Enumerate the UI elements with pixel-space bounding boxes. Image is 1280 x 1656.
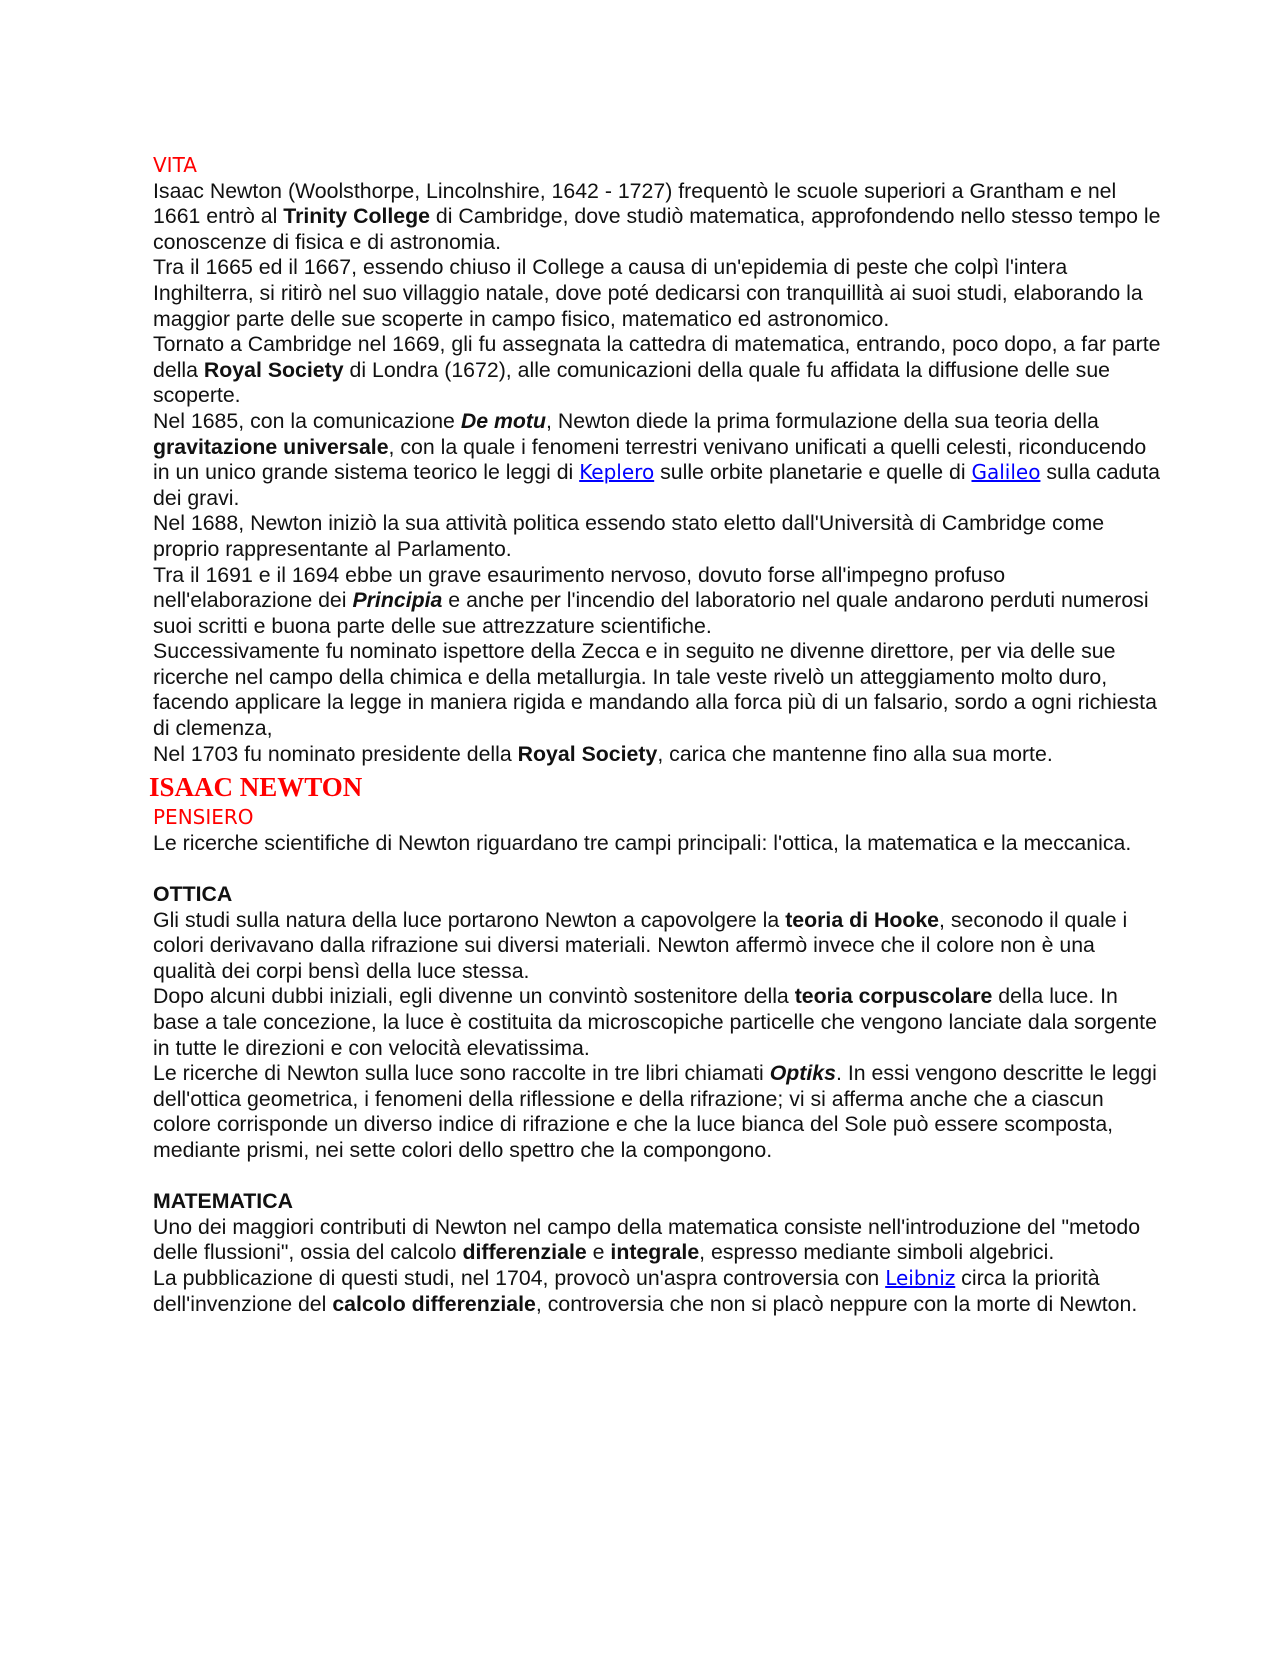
vita-paragraph-1: Isaac Newton (Woolsthorpe, Lincolnshire, 1642 - 1727) frequentò le scuole superiori a Grantham e nel 1661 entrò al Trinity College di Cambridge, dove studiò matematica, approfondendo nello stesso tempo le conoscenze di fisica e di astronomia. [153, 178, 1161, 254]
vita-paragraph-3: Tornato a Cambridge nel 1669, gli fu assegnata la cattedra di matematica, entrando, poco dopo, a far parte della Royal Society di Londra (1672), alle comunicazioni della quale fu affidata la diffusione delle sue scoperte. [153, 332, 1161, 408]
bold-italic-term: De motu [460, 408, 547, 433]
bold-term: integrale [610, 1240, 700, 1265]
spacer [153, 856, 1163, 882]
vita-paragraph-5: Nel 1688, Newton iniziò la sua attività politica essendo stato eletto dall'Università di Cambridge come proprio rappresentante al Parlamento. [153, 511, 1105, 561]
bold-term: Royal Society [203, 357, 344, 382]
vita-paragraph-8: Nel 1703 fu nominato presidente della Royal Society, carica che mantenne fino alla sua morte. [153, 741, 1053, 766]
matematica-paragraph-1: Uno dei maggiori contributi di Newton nel campo della matematica consiste nell'introduzione del "metodo delle flussioni", ossia del calcolo differenziale e integrale, espresso mediante simboli algebrici. [153, 1214, 1141, 1265]
ottica-paragraph-2: Dopo alcuni dubbi iniziali, egli divenne un convintò sostenitore della teoria corpuscolare della luce. In base a tale concezione, la luce è costituita da microscopiche particelle che vengono lanciate dala sorgente in tutte le direzioni e con velocità elevatissima. [153, 984, 1157, 1060]
matematica-paragraph-2: La pubblicazione di questi studi, nel 1704, provocò un'aspra controversia con Leibniz circa la priorità dell'invenzione del calcolo differenziale, controversia che non si placò neppure con la morte di Newton. [153, 1265, 1138, 1316]
vita-paragraph-6: Tra il 1691 e il 1694 ebbe un grave esaurimento nervoso, dovuto forse all'impegno profuso nell'elaborazione dei Principia e anche per l'incendio del laboratorio nel quale andarono perduti numerosi suoi scritti e buona parte delle sue attrezzature scientifiche. [153, 562, 1149, 638]
ottica-paragraph-1: Gli studi sulla natura della luce portarono Newton a capovolgere la teoria di Hooke, seconodo il quale i colori derivavano dalla rifrazione sui diversi materiali. Newton affermò invece che il colore non è una qualità dei corpi bensì della luce stessa. [153, 907, 1128, 983]
pensiero-label: PENSIERO [153, 805, 254, 830]
bold-term: teoria corpuscolare [794, 984, 993, 1009]
bold-term: calcolo differenziale [332, 1291, 536, 1316]
link-galileo[interactable]: Galileo [971, 460, 1041, 485]
spacer [153, 1164, 1163, 1190]
bold-term: Royal Society [517, 741, 658, 766]
vita-paragraph-4: Nel 1685, con la comunicazione De motu, Newton diede la prima formulazione della sua teoria della gravitazione universale, con la quale i fenomeni terrestri venivano unificati a quelli celesti, riconducendo in un unico grande sistema teorico le leggi di Keplero sulle orbite planetarie e quelle di Galileo sulla caduta dei gravi. [153, 408, 1161, 510]
bold-term: gravitazione universale [153, 434, 389, 459]
bold-italic-term: Principia [352, 588, 443, 613]
vita-label: VITA [153, 153, 197, 177]
bold-term: differenziale [462, 1240, 587, 1265]
bold-italic-term: Optiks [769, 1061, 836, 1086]
link-keplero[interactable]: Keplero [579, 460, 655, 485]
bold-term: teoria di Hooke [785, 907, 940, 932]
ottica-heading: OTTICA [153, 882, 233, 907]
ottica-paragraph-3: Le ricerche di Newton sulla luce sono raccolte in tre libri chiamati Optiks. In essi vengono descritte le leggi dell'ottica geometrica, i fenomeni della riflessione e della rifrazione; vi si afferma anche che a ciascun colore corrisponde un diverso indice di rifrazione e che la luce bianca del Sole può essere scomposta, mediante prismi, nei sette colori dello spettro che la compongono. [153, 1061, 1157, 1162]
document-page [149, 153, 1163, 1317]
bold-term: Trinity College [283, 204, 430, 229]
matematica-heading: MATEMATICA [153, 1189, 293, 1214]
vita-paragraph-2: Tra il 1665 ed il 1667, essendo chiuso il College a causa di un'epidemia di peste che colpì l'intera Inghilterra, si ritirò nel suo villaggio natale, dove poté dedicarsi con tranquillità ai suoi studi, elaborando la maggior parte delle sue scoperte in campo fisico, matematico ed astronomico. [153, 255, 1143, 331]
link-leibniz[interactable]: Leibniz [885, 1265, 956, 1290]
pensiero-intro: Le ricerche scientifiche di Newton riguardano tre campi principali: l'ottica, la matematica e la meccanica. [153, 830, 1132, 855]
vita-paragraph-7: Successivamente fu nominato ispettore della Zecca e in seguito ne divenne direttore, per via delle sue ricerche nel campo della chimica e della metallurgia. In tale veste rivelò un atteggiamento molto duro, facendo applicare la legge in maniera rigida e mandando alla forca più di un falsario, sordo a ogni richiesta di clemenza, [153, 639, 1157, 741]
page-title: ISAAC NEWTON [149, 772, 363, 803]
